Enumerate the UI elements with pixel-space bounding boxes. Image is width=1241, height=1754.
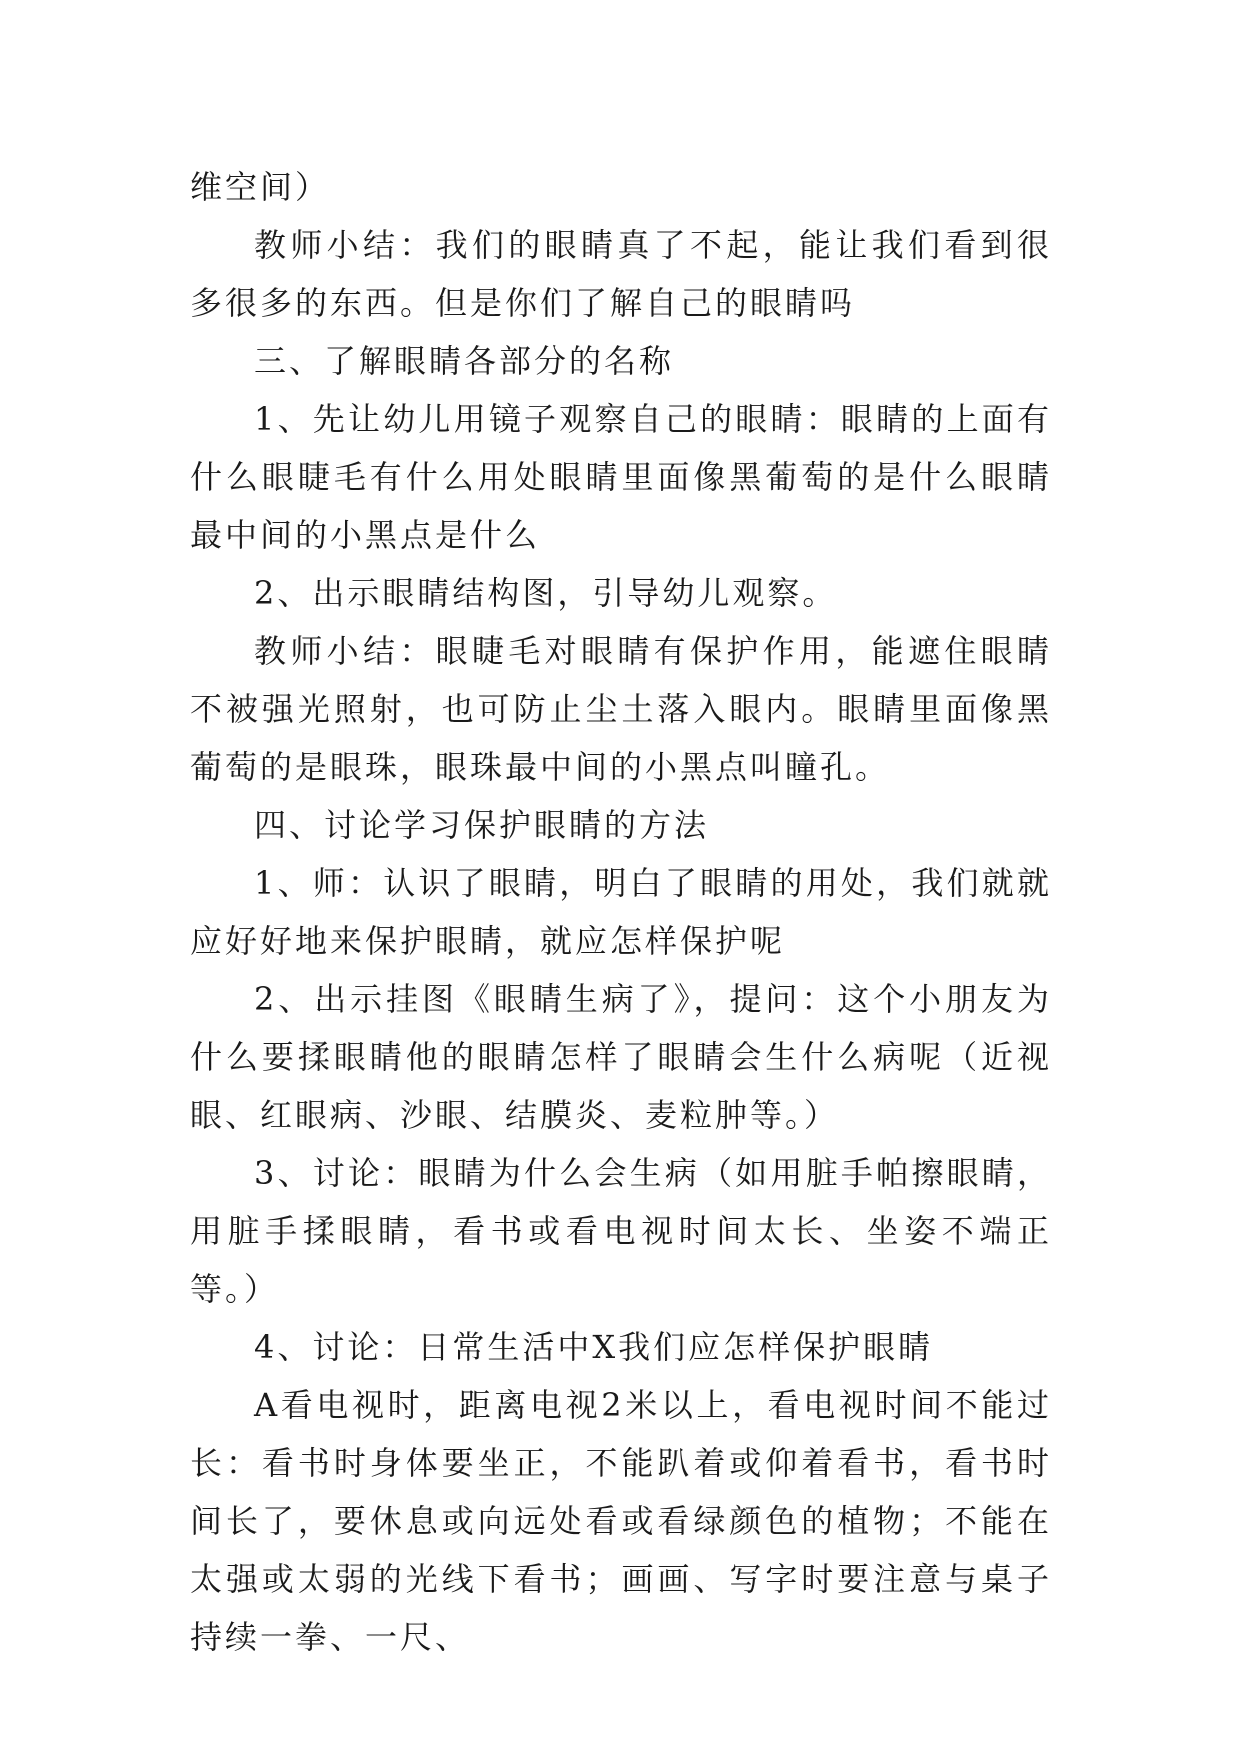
paragraph-step-4-4: 4、讨论：日常生活中X我们应怎样保护眼睛: [254, 1328, 934, 1366]
paragraph-step-4-1: 1、师：认识了眼睛，明白了眼睛的用处，我们就就应好好地来保护眼睛，就应怎样保护呢: [190, 864, 1052, 960]
section-heading-4: 四、讨论学习保护眼睛的方法: [254, 806, 710, 844]
paragraph-step-3-1: 1、先让幼儿用镜子观察自己的眼睛：眼睛的上面有什么眼睫毛有什么用处眼睛里面像黑葡萄的是什么眼睛最中间的小黑点是什么: [190, 400, 1052, 554]
paragraph-item-a: A看电视时，距离电视2米以上，看电视时间不能过长：看书时身体要坐正，不能趴着或仰着看书，看书时间长了，要休息或向远处看或看绿颜色的植物；不能在太强或太弱的光线下看书；画画、写字时要注意与桌子持续一拳、一尺、: [190, 1386, 1052, 1656]
paragraph-teacher-summary-2: 教师小结：眼睫毛对眼睛有保护作用，能遮住眼睛不被强光照射，也可防止尘土落入眼内。眼睛里面像黑葡萄的是眼珠，眼珠最中间的小黑点叫瞳孔。: [190, 632, 1052, 786]
paragraph-teacher-summary-1: 教师小结：我们的眼睛真了不起，能让我们看到很多很多的东西。但是你们了解自己的眼睛吗: [190, 226, 1052, 322]
section-heading-3: 三、了解眼睛各部分的名称: [254, 342, 675, 380]
paragraph-step-3-2: 2、出示眼睛结构图，引导幼儿观察。: [254, 574, 838, 612]
paragraph-step-4-3: 3、讨论：眼睛为什么会生病（如用脏手帕擦眼睛，用脏手揉眼睛，看书或看电视时间太长、坐姿不端正等。）: [190, 1154, 1052, 1308]
paragraph-step-4-2: 2、出示挂图《眼睛生病了》，提问：这个小朋友为什么要揉眼睛他的眼睛怎样了眼睛会生什么病呢（近视眼、红眼病、沙眼、结膜炎、麦粒肿等。）: [190, 980, 1052, 1134]
paragraph-continuation: 维空间）: [190, 168, 331, 206]
body-text: [190, 158, 1052, 1666]
